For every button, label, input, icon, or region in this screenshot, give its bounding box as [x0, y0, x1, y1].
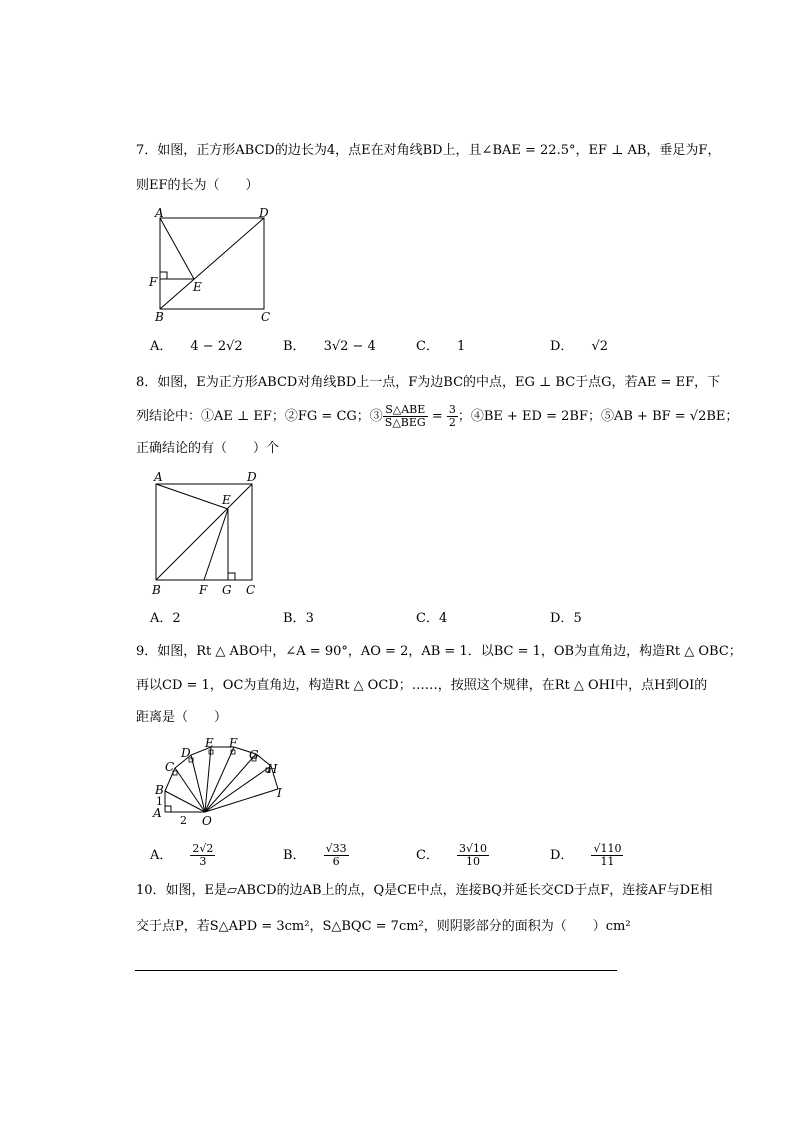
- q7-option-b: B． 3√2 − 4: [283, 339, 376, 354]
- q7-square-figure: [145, 205, 280, 325]
- q8-label-e: E: [222, 493, 231, 507]
- q9-label-two: 2: [180, 814, 187, 827]
- q10-text-line1: 10．如图，E是▱ABCD的边AB上的点，Q是CE中点，连接BQ并延长交CD于点F，连接AF与DE相: [136, 883, 713, 898]
- q8-text-line3: 正确结论的有（ ）个: [136, 441, 280, 456]
- q8-label-f: F: [199, 583, 208, 597]
- q9-spiral-figure: [145, 735, 295, 830]
- q9-label-f: F: [229, 736, 238, 750]
- q9-label-b: B: [155, 783, 164, 797]
- q9-label-i: I: [277, 786, 282, 800]
- q8-area-ratio-fraction: $\frac{\text{S△ABE}}{\text{S△BEG}}$: [384, 403, 426, 429]
- q9-text-line1: 9．如图，Rt △ ABO中，∠A = 90°，AO = 2，AB = 1．以BC = 1，OB为直角边，构造Rt △ OBC；: [136, 644, 742, 659]
- q8-label-b: B: [152, 583, 161, 597]
- q7-option-a: A． 4 − 2√2: [150, 339, 243, 354]
- q7-label-b: B: [155, 310, 164, 324]
- q9-label-g: G: [249, 748, 259, 762]
- q9-label-h: H: [267, 762, 278, 776]
- q10-text-line2: 交于点P，若S△APD = 3cm²，S△BQC = 7cm²，则阴影部分的面积为（ ）cm²: [136, 919, 631, 934]
- q9-label-one: 1: [156, 795, 163, 808]
- q9-option-c: C． $\frac{3√10}{10}$: [416, 842, 487, 868]
- q8-value-fraction: $\frac{3}{2}$: [448, 403, 456, 429]
- q9-label-c: C: [165, 760, 175, 774]
- q9-label-d: D: [181, 746, 191, 760]
- q7-label-f: F: [149, 275, 158, 289]
- q9-option-a: A． $\frac{2√2}{3}$: [150, 842, 214, 868]
- q7-option-c: C． 1: [416, 339, 466, 354]
- q9-option-d: D． $\frac{√110}{11}$: [550, 842, 622, 868]
- footer-divider: [135, 970, 617, 971]
- q8-label-c: C: [246, 583, 256, 597]
- q9-text-line3: 距离是（ ）: [136, 710, 228, 725]
- q8-square-figure: [145, 470, 265, 600]
- q9-label-e: E: [205, 736, 214, 750]
- q8-text-line1: 8．如图，E为正方形ABCD对角线BD上一点，F为边BC的中点，EG ⊥ BC于点G，若AE = EF，下: [136, 375, 721, 390]
- q9-label-o: O: [202, 814, 212, 828]
- q8-label-d: D: [247, 470, 257, 484]
- q8-option-a: A．2: [150, 611, 181, 626]
- q7-text-line2: 则EF的长为（ ）: [136, 178, 259, 193]
- q7-text-line1: 7．如图，正方形ABCD的边长为4，点E在对角线BD上，且∠BAE = 22.5°，EF ⊥ AB，垂足为F，: [136, 143, 721, 158]
- q8-option-d: D．5: [550, 611, 582, 626]
- q7-label-c: C: [261, 310, 271, 324]
- q8-option-c: C．4: [416, 611, 448, 626]
- q7-label-e: E: [193, 280, 202, 294]
- q7-label-d: D: [259, 206, 269, 220]
- q7-label-a: A: [155, 206, 164, 220]
- q9-option-b: B． $\frac{√33}{6}$: [283, 842, 347, 868]
- q8-label-a: A: [154, 470, 163, 484]
- q7-option-d: D． √2: [550, 339, 608, 354]
- q8-label-g: G: [222, 583, 232, 597]
- q9-label-a: A: [153, 806, 162, 820]
- q8-option-b: B．3: [283, 611, 314, 626]
- q9-text-line2: 再以CD = 1，OC为直角边，构造Rt △ OCD；……，按照这个规律，在Rt △ OHI中，点H到OI的: [136, 678, 708, 693]
- q8-text-line2: 列结论中：①AE ⊥ EF；②FG = CG；③ $\frac{\text{S△ABE}}{\text{S△BEG}}$ = $\frac{3}{2}$ ；④BE + ED = 2BF；⑤AB + BF = √2BE；: [136, 403, 739, 429]
